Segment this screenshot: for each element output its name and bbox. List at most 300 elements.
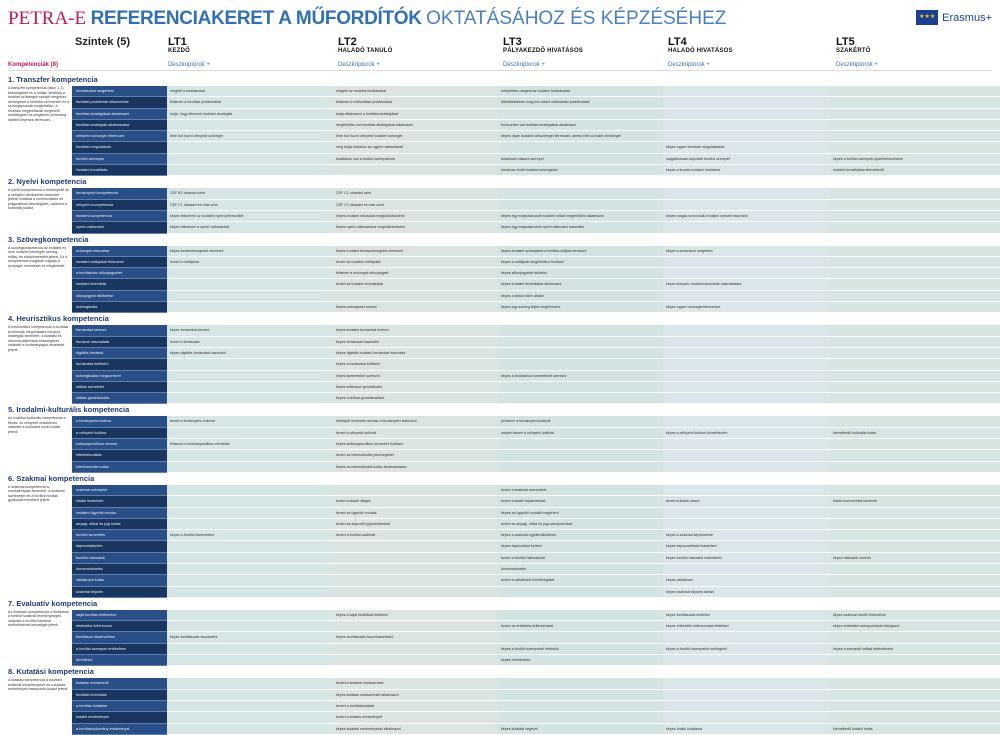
descriptor-cell: képes digitális forrásokat használni [167,348,333,359]
section-title: 1. Transzfer kompetencia [8,75,98,84]
descriptor-cell: képes értékelési szempontokat kidolgozni [830,621,1000,632]
subcompetence-label[interactable]: vállalkozói tudás [72,575,167,586]
subcompetence-label[interactable]: a fordításhoz stílusjegyeket [72,268,167,279]
descriptor-cell: tudja alkalmazni a fordítási stratégiákat [333,109,498,120]
descriptor-cell [663,371,830,382]
subcompetence-label[interactable]: forrásokat keresni [72,325,167,336]
descriptor-cell [333,655,498,666]
subcompetence-label[interactable]: értékelési kritériumok [72,621,167,632]
subcompetence-label[interactable]: fordítási technikák [72,690,167,701]
level-code: LT4 [668,36,687,48]
table-row [72,302,1000,313]
descriptor-cell [830,712,1000,723]
descriptor-cell [333,553,498,564]
subcompetence-label[interactable]: fordítási problémák felismerése [72,97,167,108]
level-code: LT3 [503,36,522,48]
descriptor-cell: ismeri a kutatási módszereket [333,678,498,689]
table-row [72,382,1000,393]
descriptor-cell [498,393,663,404]
table-row [72,701,1000,712]
subcompetence-label[interactable]: kapcsolatépítés [72,541,167,552]
descriptors-link[interactable]: Deszkriptorok + [168,62,210,68]
level-name: HALADÓ HIVATÁSOS [668,48,733,54]
descriptor-cell [830,393,1000,404]
descriptor-cell: képes nyelvi változatokat megkülönböztetni [333,222,498,233]
section-body [0,325,1000,404]
erasmus-logo [916,10,992,25]
title-suffix: OKTATÁSÁHOZ ÉS KÉPZÉSÉHEZ [426,8,727,29]
descriptor-cell: képes stílusjegyeket átültetni [498,268,663,279]
descriptors-link[interactable]: Deszkriptorok + [836,62,878,68]
descriptor-cell: ismeri az interkulturális jelenségeket [333,450,498,461]
section-body [0,246,1000,314]
descriptor-cell [830,655,1000,666]
descriptor-cell: megfelelően tud fordítási stratégiákat alkalmazni [333,120,498,131]
descriptors-link[interactable]: Deszkriptorok + [668,62,710,68]
descriptor-cell [830,86,1000,97]
descriptor-cell [830,348,1000,359]
descriptor-cell: képes felismerni az irodalmi nyelvi jellemzőket [167,211,333,222]
table-row [72,337,1000,348]
descriptor-cell: tervezetten tud fordítási stratégiákat alkalmazni [498,120,663,131]
section-title: 6. Szakmai kompetencia [8,473,95,483]
descriptor-cell [663,120,830,131]
descriptor-cell [830,462,1000,473]
descriptor-cell [167,120,333,131]
subcompetence-label[interactable]: fordításokat megérteni [72,86,167,97]
level-column-2 [338,36,498,68]
table-row [72,508,1000,519]
descriptor-cell [830,291,1000,302]
descriptor-cell [167,724,333,735]
section-body [0,188,1000,233]
subcompetence-label[interactable]: fordítások összevetése [72,632,167,643]
table-row [72,632,1000,643]
table-row [72,120,1000,131]
subcompetence-label[interactable]: kultúraspecifikus elemek [72,439,167,450]
table-row [72,610,1000,621]
table-row [72,200,1000,211]
descriptor-cell: képes szakmai képzést tartani [663,587,830,598]
table-row [72,279,1000,290]
descriptor-cell [830,564,1000,575]
subcompetence-label[interactable]: saját fordítás értékelése [72,610,167,621]
subcompetence-label[interactable]: a forrásnyelvi kultúra [72,416,167,427]
descriptor-cell: képes felismerni a nyelvi változatokat [167,222,333,233]
descriptor-cell: képes egyéni fordítási megoldásokat [663,142,830,153]
descriptor-cell [498,188,663,199]
descriptor-cell [663,450,830,461]
subcompetence-label[interactable]: forrásokat értékelni [72,359,167,370]
descriptor-cell [167,508,333,519]
descriptor-cell: tudatosan választ szerepet [498,154,663,165]
section-title: 2. Nyelvi kompetencia [8,177,87,187]
section-title: 7. Evaluatív kompetencia [8,598,98,608]
subcompetence-label[interactable]: irodalmi kreativitás [72,165,167,176]
descriptor-cell: kiemelkedő kulturális tudás [830,428,1000,439]
descriptor-cell [167,268,333,279]
subcompetence-label[interactable]: kiadói ismeretek [72,496,167,507]
descriptor-cell: CEF C1 olvasási és írási szint [167,200,333,211]
descriptor-cell [663,188,830,199]
subcompetence-label[interactable]: a fordítás kutatása [72,701,167,712]
descriptor-cell [498,701,663,712]
descriptor-cell: képes szakmai szintű értékelésre [830,610,1000,621]
descriptor-cell [167,382,333,393]
subcompetence-label[interactable]: a fordítói szerepek értékelése [72,644,167,655]
section-title: 4. Heurisztikus kompetencia [8,314,109,324]
subcompetence-label[interactable]: szövegtudást megszerezni [72,371,167,382]
descriptor-cell: képes digitális irodalmi forrásokat használni [333,348,498,359]
descriptor-cell: jól ismeri a forrásnyelvi kultúrát [498,416,663,427]
descriptor-cell [167,462,333,473]
divider [8,70,992,71]
descriptor-cell [333,541,498,552]
table-row [72,291,1000,302]
section-body [0,678,1000,734]
descriptor-cell: kiadói szervezetek ismerete [830,496,1000,507]
descriptor-cell [167,302,333,313]
descriptor-cell: képes a műfajnak megfelelően fordítani [498,257,663,268]
subcompetence-label[interactable]: irodalmi technikák [72,279,167,290]
section-description: A nyelvi kompetencia a forrásnyelvi és a célnyelvi rendszerek ismeretét jelenti; továbbá a kommunikatív és pragmatikus készségeket, valamint a kulturális tudást. [8,188,69,211]
descriptor-cell: mélyebben megérti az irodalmi fordításokat [498,86,663,97]
table-row [72,109,1000,120]
descriptor-cell: képes kutatást végezni [498,724,663,735]
descriptor-cell [663,678,830,689]
descriptor-cell: képes a szakmai együttműködésre [498,530,663,541]
descriptor-cell: ismeri az irodalmi műfajokat [333,257,498,268]
descriptor-cell: képes a saját fordítását értékelni [333,610,498,621]
descriptor-cell: képes irodalmi forrásszövegeket elemezni [333,246,498,257]
table-row [72,496,1000,507]
subcompetence-label[interactable]: szövegtudás [72,302,167,313]
subcompetence-label[interactable]: irodalmi kompetencia [72,211,167,222]
subcompetence-label[interactable]: célnyelvi szöveget létrehozni [72,131,167,142]
descriptor-cell [830,211,1000,222]
subcompetence-label[interactable]: interkulturalitás [72,450,167,461]
descriptor-cell [167,428,333,439]
descriptor-cell [663,632,830,643]
level-column-1 [168,36,328,68]
descriptor-cell: képes olyan irodalmi célszöveget létrehozni, amely eléri a kívánt minőséget [498,131,663,142]
competence-table [0,74,1000,735]
levels-title: Szintek (5) [75,36,131,48]
descriptor-cell [167,450,333,461]
table-row [72,712,1000,723]
subcompetence-label[interactable]: kutatói eredmények [72,712,167,723]
descriptor-cell: képes a fordítói ismeretekre [167,530,333,541]
descriptor-cell [830,416,1000,427]
descriptor-cell [167,575,333,586]
subcompetence-label[interactable]: szövegek elemzése [72,246,167,257]
descriptor-cell [830,109,1000,120]
descriptor-cell [498,462,663,473]
table-row [72,371,1000,382]
descriptor-cell: ismeri az anyagi, etikai és jogi szempontokat [498,519,663,530]
descriptor-cell [663,393,830,404]
descriptor-cell: ismeri a fordításkutatást [333,701,498,712]
descriptor-cell [167,393,333,404]
subcompetence-label[interactable]: szakmai szerepkör [72,485,167,496]
descriptor-cell: megérti a fordításokat [167,86,333,97]
descriptor-cell: képes szövegeket kezelni [333,302,498,313]
descriptor-cell [830,246,1000,257]
descriptor-cell: ismeri a fordítói hálózatokat [498,553,663,564]
table-row [72,268,1000,279]
subcompetence-label[interactable]: interkulturális tudás [72,462,167,473]
descriptor-cell [333,621,498,632]
descriptor-cell: képes a kritikai gondolkodásra [333,393,498,404]
descriptor-cell [167,359,333,370]
descriptor-cell [663,359,830,370]
table-row [72,154,1000,165]
descriptor-cell: CEF B2 olvasási szint [167,188,333,199]
descriptor-cell: képes forrásokat keresni [167,325,333,336]
descriptor-cell [830,690,1000,701]
table-row [72,393,1000,404]
descriptor-cell [498,450,663,461]
subcompetence-label[interactable]: forrásnyelvi kompetencia [72,188,167,199]
descriptor-cell [167,165,333,176]
section-title: 5. Irodalmi-kulturális kompetencia [8,405,130,415]
level-code: LT1 [168,36,187,48]
descriptors-link[interactable]: Deszkriptorok + [503,62,545,68]
descriptor-cell: felismeri a kultúraspecifikus elemeket [167,439,333,450]
section-body [0,416,1000,472]
descriptor-cell [498,610,663,621]
descriptor-cell [830,575,1000,586]
subcompetence-label[interactable]: anyagi, etikai és jogi tudás [72,519,167,530]
descriptor-cell [333,485,498,496]
table-row [72,530,1000,541]
subcompetence-label[interactable]: irodalmi ügynöki munka [72,508,167,519]
table-row [72,564,1000,575]
table-row [72,348,1000,359]
descriptor-cell: felismeri a szövegek stílusjegyeit [333,268,498,279]
eu-flag-icon: ★★★ [916,10,938,25]
descriptor-cell: képes ismereteket szerezni [333,371,498,382]
descriptor-cell [830,541,1000,552]
descriptor-cell [663,485,830,496]
descriptor-cell: képes irodalmi stílusokat megkülönböztetni [333,211,498,222]
subcompetence-label[interactable]: szakmai képzés [72,587,167,598]
section-description: A szakmai kompetencia a munkaerőpiac ismeretét, a szakmai szerepeket és a fordítói hivatás gyakorlati kérdéseit jelenti. [8,484,65,503]
descriptor-cell: CEF C1 olvasási szint [333,188,498,199]
descriptor-cell [167,541,333,552]
descriptor-cell: létre tud hozni célnyelvi szöveget [167,131,333,142]
subcompetence-label[interactable]: kutatási módszerek [72,678,167,689]
section-description: A szövegkompetencia az irodalmi és nem irodalmi szövegek szöveg-, műfaj- és stílusismereteit jelenti. Ez a kompetencia magában foglalja a szövegek elemzését és megértését. [8,245,68,268]
subcompetence-label[interactable]: a célnyelvi kultúra [72,428,167,439]
descriptor-cell: ismeri a vállalkozói lehetőségeket [498,575,663,586]
descriptor-cell [663,564,830,575]
descriptor-cell: ismeri az irodalmi technikákat [333,279,498,290]
descriptor-cell [830,439,1000,450]
subcompetence-label[interactable]: kritikai gondolkodás [72,393,167,404]
descriptor-cell [663,268,830,279]
descriptor-cell [498,382,663,393]
subcompetence-label[interactable]: fordítói hálózatok [72,553,167,564]
subcompetence-label[interactable]: nyelvi változatok [72,222,167,233]
descriptor-cell [167,587,333,598]
descriptor-cell: meg tudja indokolni az egyéni választásait [333,142,498,153]
descriptor-cell: önmenedzselés [498,564,663,575]
table-row [72,86,1000,97]
descriptor-cell [498,690,663,701]
descriptor-cell [830,359,1000,370]
subcompetence-label[interactable]: célnyelvi kompetencia [72,200,167,211]
descriptor-cell [167,142,333,153]
descriptor-cell: képes hálózatot vezetni [830,553,1000,564]
table-row [72,485,1000,496]
table-row [72,541,1000,552]
table-row [72,246,1000,257]
descriptor-cell [830,519,1000,530]
subcompetence-label[interactable]: digitális források [72,348,167,359]
descriptor-cell: képes fordításokat értékelni [663,610,830,621]
table-row [72,553,1000,564]
descriptor-cell: képes irodalmi szövegeket a fordítás céljára elemezni [498,246,663,257]
descriptor-cell: képes értékelési kritériumokat felállítani [663,621,830,632]
descriptor-cell: irodalmi kreativitása kiemelkedő [830,165,1000,176]
page-title [8,8,726,30]
descriptor-cell: képes az interkulturális tudás alkalmazására [333,462,498,473]
descriptor-cell [498,587,663,598]
descriptor-cell [663,291,830,302]
descriptor-cell [167,519,333,530]
descriptor-cell [663,86,830,97]
descriptors-link[interactable]: Deszkriptorok + [338,62,380,68]
level-code: LT5 [836,36,855,48]
descriptor-cell: képes a fordítói szerepeket mérlegelni [663,644,830,655]
descriptor-cell [830,678,1000,689]
descriptor-cell: képes a forrásokat értékelni [333,359,498,370]
level-name: PÁLYAKEZDŐ HIVATÁSOS [503,48,584,54]
descriptor-cell [830,97,1000,108]
descriptor-cell: kiemelkedő kutatói tudás [830,724,1000,735]
subcompetence-label[interactable]: fordítói szerepek [72,154,167,165]
subcompetence-label[interactable]: fordítói ismeretek [72,530,167,541]
descriptor-cell [498,337,663,348]
table-row [72,222,1000,233]
descriptor-cell [498,109,663,120]
descriptor-cell: képes a célnyelvi kultúra közvetítésére [663,428,830,439]
subcompetence-label[interactable]: a fordítástudomány eredményei [72,724,167,735]
table-row [72,97,1000,108]
descriptor-cell: ismeri az ügynöki munkát [333,508,498,519]
descriptor-cell: képes az ügynöki munkát megérteni [498,508,663,519]
table-row [72,678,1000,689]
descriptor-cell [498,200,663,211]
descriptor-cell: elmélyült ismeretei vannak a forrásnyelvi kultúráról [333,416,498,427]
descriptor-cell: felismeri a műfordítási problémákat [333,97,498,108]
descriptor-cell: ismeri a kiadói világot [333,496,498,507]
descriptor-cell: ismeri a célnyelvi kultúrát [333,428,498,439]
descriptor-cell [333,291,498,302]
descriptor-cell [663,519,830,530]
table-row [72,655,1000,666]
descriptor-cell [830,485,1000,496]
descriptor-cell: képes a stílust hűen átadni [498,291,663,302]
subcompetence-label[interactable]: fordítási stratégiák alkalmazása [72,120,167,131]
descriptor-cell: tudatában van a fordítói szerepeknek [333,154,498,165]
table-row [72,188,1000,199]
descriptor-cell [167,621,333,632]
descriptor-cell [830,268,1000,279]
descriptor-cell: magabiztosan képviseli fordítói szerepét [663,154,830,165]
descriptor-cell [167,678,333,689]
table-row [72,165,1000,176]
descriptor-cell: képes irodalmi forrásokat keresni [333,325,498,336]
title-prefix: PETRA-E [8,8,87,29]
descriptor-cell [167,655,333,666]
descriptor-cell: képes a kontextust megérteni [663,246,830,257]
section-description: A kutatási kompetencia a fordítási szakmai eredményeket és a kutatás eredményeit hasznosító tudást jelenti. [8,678,69,692]
section-title: 3. Szövegkompetencia [8,234,89,244]
subcompetence-label[interactable]: fordítási megoldások [72,142,167,153]
section-description: Az irodalmi-kulturális kompetencia a forrás- és célnyelvi irodalomról, valamint a kultúráról szóló tudást jelenti. [8,416,66,434]
table-row [72,428,1000,439]
descriptor-cell: képes egy meghatározott nyelvi változatot használni [498,222,663,233]
descriptor-cell [830,371,1000,382]
subcompetence-label[interactable]: források használata [72,337,167,348]
descriptor-cell: ismeri a fordítói szakmát [333,530,498,541]
descriptor-cell [167,279,333,290]
descriptor-cell: képes a szerepek kritikai értékelésére [830,644,1000,655]
descriptor-cell [830,131,1000,142]
subcompetence-label[interactable]: önreflexió [72,655,167,666]
subcompetence-label[interactable]: irodalmi műfajokat felismerni [72,257,167,268]
subcompetence-label[interactable]: stílusjegyek átültetése [72,291,167,302]
descriptor-cell [498,439,663,450]
descriptor-cell: tökéletesebben meg tud oldani műfordítási problémákat [498,97,663,108]
descriptor-cell [830,632,1000,643]
descriptor-cell [830,302,1000,313]
level-name: SZAKÉRTŐ [836,48,871,54]
descriptor-cell: ismeri a műfajokat [167,257,333,268]
descriptor-cell: létre tud hozni célnyelvi irodalmi szöveget [333,131,498,142]
descriptor-cell: képes a szakmai képviseletre [663,530,830,541]
descriptor-cell: ismeri a forrásnyelvi kultúrát [167,416,333,427]
descriptor-cell: képes irodalmi technikákat alkalmazni [498,279,663,290]
descriptor-cell: ismeri a kiadói folyamatokat [498,496,663,507]
descriptor-cell [663,200,830,211]
descriptor-cell: képes kutatási módszereket alkalmazni [333,690,498,701]
section-description: A heurisztikus kompetencia a fordítási problémák megoldására irányuló stratégiák ismeretét, a kutatási és információkeresési készségeket, valamint a forrásanyagok kezelését jelenti. [8,325,69,352]
level-name: KEZDŐ [168,48,190,54]
descriptor-cell: CEF C2 olvasási és írási szint [333,200,498,211]
table-row [72,439,1000,450]
subcompetence-label[interactable]: fordítási stratégiákat alkalmazni [72,109,167,120]
table-row [72,257,1000,268]
descriptor-cell [498,142,663,153]
descriptor-cell [333,575,498,586]
table-row [72,724,1000,735]
descriptor-cell [830,222,1000,233]
descriptor-cell [663,97,830,108]
subcompetence-label[interactable]: önmenedzselés [72,564,167,575]
section-body [0,610,1000,666]
descriptor-cell [167,712,333,723]
descriptor-cell [498,325,663,336]
table-row [72,690,1000,701]
level-code: LT2 [338,36,357,48]
table-row [72,587,1000,598]
subcompetence-label[interactable]: kritikai szemlélet [72,382,167,393]
descriptor-cell: képes forrásszövegeket elemezni [167,246,333,257]
descriptor-cell: képes fordításokat összehasonlítani [333,632,498,643]
